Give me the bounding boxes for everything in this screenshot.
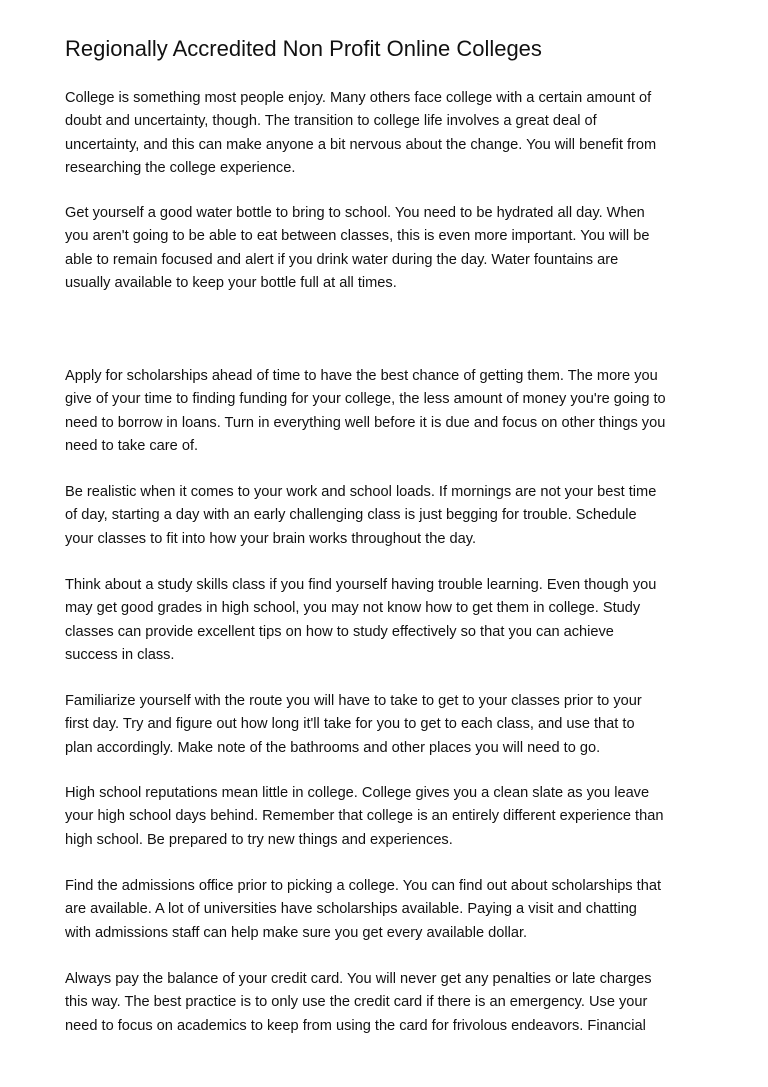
text-line: Always pay the balance of your credit card. You will never get any penalties or late charges <box>65 971 652 987</box>
text-line: uncertainty, and this can make anyone a bit nervous about the change. You will benefit from <box>65 136 657 153</box>
text-line: classes can provide excellent tips on how to study effectively so that you can achieve <box>65 623 614 640</box>
text-line: are available. A lot of universities have scholarships available. Paying a visit and chatting <box>65 901 637 918</box>
text-line: usually available to keep your bottle full at all times. <box>65 274 397 291</box>
text-line: able to remain focused and alert if you drink water during the day. Water fountains are <box>65 251 619 268</box>
paragraph <box>65 574 715 667</box>
text-line: doubt and uncertainty, though. The transition to college life involves a great deal of <box>65 113 597 130</box>
text-line: you aren't going to be able to eat between classes, this is even more important. You will be <box>65 228 650 245</box>
text-line: of day, starting a day with an early challenging class is just begging for trouble. Schedule <box>65 507 637 524</box>
text-line: Familiarize yourself with the route you will have to take to get to your classes prior to your <box>65 693 642 709</box>
text-line: your classes to fit into how your brain works throughout the day. <box>65 530 476 547</box>
text-line: researching the college experience. <box>65 159 296 176</box>
text-line: this way. The best practice is to only use the credit card if there is an emergency. Use your <box>65 994 648 1011</box>
text-line: high school. Be prepared to try new things and experiences. <box>65 831 453 848</box>
paragraph <box>65 365 715 458</box>
paragraph <box>65 690 715 760</box>
paragraph <box>65 782 715 852</box>
text-line: Get yourself a good water bottle to bring to school. You need to be hydrated all day. When <box>65 205 645 221</box>
text-line: success in class. <box>65 646 175 663</box>
text-line: need to take care of. <box>65 437 199 454</box>
text-line: may get good grades in high school, you may not know how to get them in college. Study <box>65 600 641 617</box>
text-line: give of your time to finding funding for your college, the less amount of money you're going to <box>65 391 666 408</box>
text-line: Be realistic when it comes to your work and school loads. If mornings are not your best time <box>65 484 657 500</box>
text-line: your high school days behind. Remember that college is an entirely different experience than <box>65 808 664 825</box>
text-line: Think about a study skills class if you find yourself having trouble learning. Even though you <box>65 577 657 593</box>
text-line: College is something most people enjoy. Many others face college with a certain amount of <box>65 90 652 106</box>
text-line: need to borrow in loans. Turn in everything well before it is due and focus on other things you <box>65 414 666 431</box>
text-line: with admissions staff can help make sure you get every available dollar. <box>65 924 528 941</box>
paragraph <box>65 875 715 945</box>
paragraph <box>65 968 715 1038</box>
page-title: Regionally Accredited Non Profit Online Colleges <box>65 36 542 61</box>
text-line: first day. Try and figure out how long it'll take for you to get to each class, and use that to <box>65 716 635 733</box>
text-line: Apply for scholarships ahead of time to have the best chance of getting them. The more you <box>65 368 658 384</box>
text-line: need to focus on academics to keep from using the card for frivolous endeavors. Financial <box>65 1017 646 1034</box>
text-line: High school reputations mean little in college. College gives you a clean slate as you leave <box>65 785 650 801</box>
paragraph <box>65 87 715 180</box>
paragraph <box>65 481 715 551</box>
text-line: plan accordingly. Make note of the bathrooms and other places you will need to go. <box>65 739 601 756</box>
paragraph <box>65 202 715 295</box>
text-line: Find the admissions office prior to picking a college. You can find out about scholarships that <box>65 878 662 894</box>
